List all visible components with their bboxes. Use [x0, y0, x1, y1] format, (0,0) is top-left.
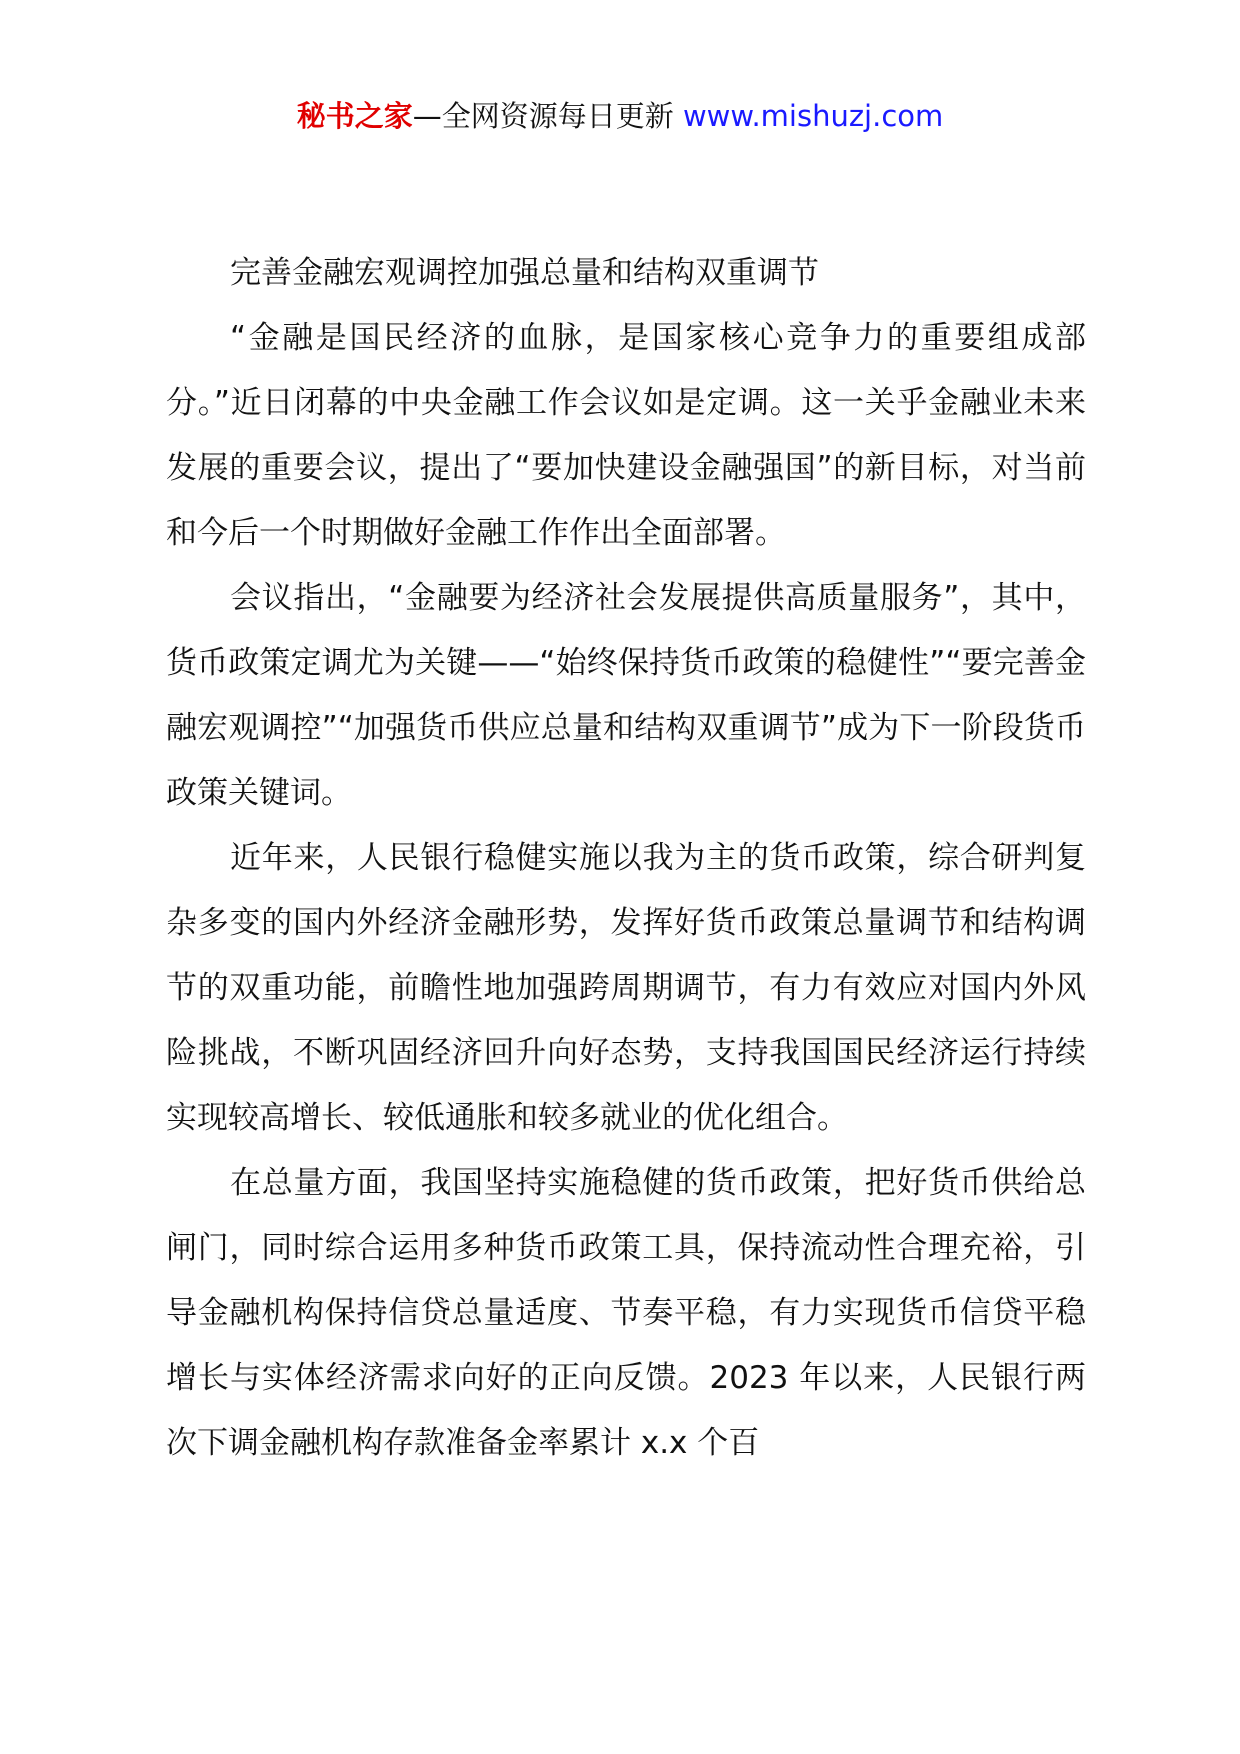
paragraph: “金融是国民经济的血脉，是国家核心竞争力的重要组成部分。”近日闭幕的中央金融工作会议如是定调。这一关乎金融业未来发展的重要会议，提出了“要加快建设金融强国”的新目标，对当前和今后一个时期做好金融工作作出全面部署。: [166, 320, 1086, 551]
brand-name: 秘书之家: [296, 99, 413, 133]
page-header: [0, 96, 1240, 136]
paragraph: 会议指出，“金融要为经济社会发展提供高质量服务”，其中，货币政策定调尤为关键——“始终保持货币政策的稳健性”“要完善金融宏观调控”“加强货币供应总量和结构双重调节”成为下一阶段货币政策关键词。: [166, 580, 1086, 811]
paragraph: 近年来，人民银行稳健实施以我为主的货币政策，综合研判复杂多变的国内外经济金融形势，发挥好货币政策总量调节和结构调节的双重功能，前瞻性地加强跨周期调节，有力有效应对国内外风险挑战，不断巩固经济回升向好态势，支持我国国民经济运行持续实现较高增长、较低通胀和较多就业的优化组合。: [166, 840, 1086, 1136]
site-url-link[interactable]: www.mishuzj.com: [682, 99, 944, 133]
header-tagline: —全网资源每日更新: [412, 99, 674, 133]
paragraph: 在总量方面，我国坚持实施稳健的货币政策，把好货币供给总闸门，同时综合运用多种货币政策工具，保持流动性合理充裕，引导金融机构保持信贷总量适度、节奏平稳，有力实现货币信贷平稳增长与实体经济需求向好的正向反馈。2023 年以来，人民银行两次下调金融机构存款准备金率累计 x.x 个百: [166, 1165, 1086, 1461]
document-title: 完善金融宏观调控加强总量和结构双重调节: [230, 255, 819, 291]
document-body: [166, 241, 1086, 1476]
